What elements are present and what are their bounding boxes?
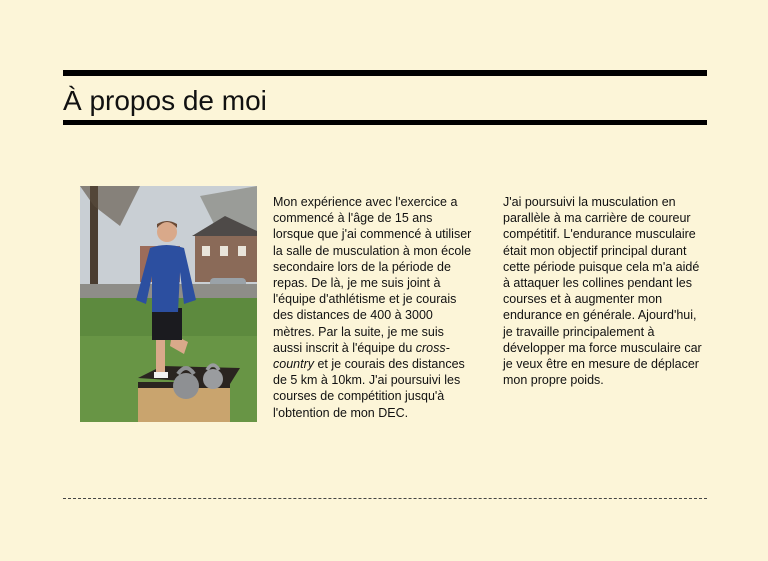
about-paragraph-2: J'ai poursuivi la musculation en parallèle à ma carrière de coureur compétitif. L'endurance musculaire était mon objectif principal durant cette période puisque cela m'a aidé à attaquer les collines pendant les courses et à augmenter mon endurance en générale. Ajourd'hui, je travaille principalement à développer ma force musculaire car je veux être en mesure de déplacer mon propre poids.: [503, 195, 702, 388]
footer-dashed-rule: [63, 498, 707, 499]
about-paragraph-1: [273, 194, 473, 421]
about-paragraph-1-text-end: et je courais des distances de 5 km à 10km. J'ai poursuivi les courses de compétition jusqu'à l'obtention de mon DEC.: [273, 357, 465, 420]
header-bottom-rule: [63, 120, 707, 125]
profile-photo: [80, 186, 257, 422]
cross-country-emphasis: cross-country: [273, 340, 450, 372]
section-title: À propos de moi: [63, 85, 267, 116]
header-top-rule: [63, 70, 707, 76]
about-paragraph-1-text-start: Mon expérience avec l'exercice a commencé à l'âge de 15 ans lorsque que j'ai commencé à utiliser la salle de musculation à mon école secondaire lors de la période de repas. De là, je me suis joint à l'équipe d'athlétisme et je courais des distances de 400 à 3000 mètres. Par la suite, je me suis aussi inscrit à l'équipe du: [273, 195, 472, 355]
